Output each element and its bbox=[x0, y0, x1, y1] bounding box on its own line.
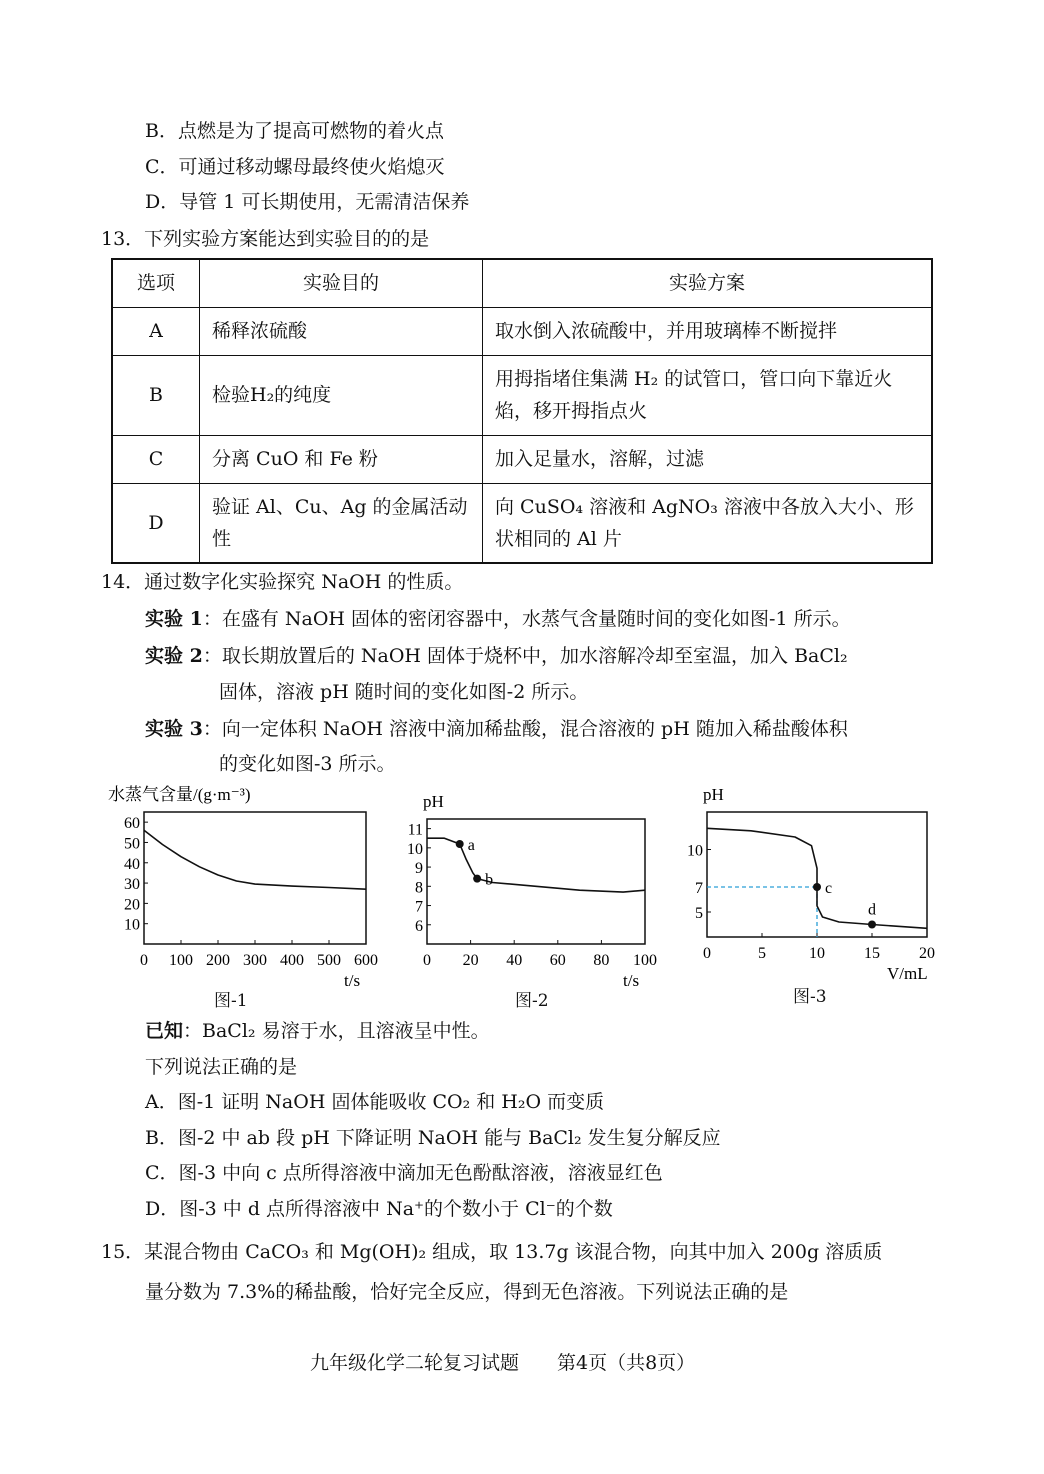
q14-option-c: C．图-3 中向 c 点所得溶液中滴加无色酚酞溶液，溶液显红色 bbox=[145, 1162, 663, 1184]
x-tick-label: 10 bbox=[809, 945, 825, 962]
y-tick-label: 20 bbox=[124, 896, 140, 914]
y-tick-label: 5 bbox=[695, 905, 703, 922]
row-goal: 分离 CuO 和 Fe 粉 bbox=[200, 435, 483, 483]
chart-fig1 bbox=[100, 782, 390, 992]
x-tick-label: 400 bbox=[280, 952, 304, 969]
row-plan: 加入足量水，溶解，过滤 bbox=[483, 435, 933, 483]
x-axis-label: t/s bbox=[344, 971, 361, 990]
exp3-text: ：向一定体积 NaOH 溶液中滴加稀盐酸，混合溶液的 pH 随加入稀盐酸体积 bbox=[202, 718, 848, 740]
y-tick-label: 7 bbox=[695, 880, 703, 897]
exp3-label: 实验 3 bbox=[145, 718, 203, 740]
page-footer: 九年级化学二轮复习试题 第4页（共8页） bbox=[310, 1352, 696, 1374]
point-label: b bbox=[485, 871, 494, 889]
known-text: ：BaCl₂ 易溶于水，且溶液呈中性。 bbox=[183, 1020, 490, 1042]
series-line bbox=[707, 828, 927, 928]
table-row bbox=[112, 307, 932, 355]
q14-ask: 下列说法正确的是 bbox=[145, 1056, 298, 1078]
y-tick-label: 10 bbox=[407, 840, 423, 858]
point-label: c bbox=[825, 880, 833, 897]
y-tick-label: 40 bbox=[124, 855, 140, 873]
table-row bbox=[112, 483, 932, 563]
q15-line1: 15．某混合物由 CaCO₃ 和 Mg(OH)₂ 组成，取 13.7g 该混合物，向其中加入 200g 溶质质 bbox=[101, 1241, 883, 1263]
row-goal: 稀释浓硫酸 bbox=[200, 307, 483, 355]
row-option: C bbox=[112, 435, 200, 483]
row-plan: 用拇指堵住集满 H₂ 的试管口，管口向下靠近火焰，移开拇指点火 bbox=[483, 355, 933, 435]
known-label: 已知 bbox=[145, 1020, 184, 1042]
x-tick-label: 20 bbox=[462, 952, 479, 969]
fig1-caption: 图-1 bbox=[214, 991, 248, 1011]
q15-line2: 量分数为 7.3%的稀盐酸，恰好完全反应，得到无色溶液。下列说法正确的是 bbox=[145, 1281, 789, 1303]
y-axis-label: pH bbox=[423, 792, 444, 811]
x-tick-label: 300 bbox=[243, 952, 267, 969]
row-option: D bbox=[112, 483, 200, 563]
row-option: A bbox=[112, 307, 200, 355]
y-tick-label: 6 bbox=[415, 917, 423, 935]
data-point bbox=[813, 883, 821, 891]
header-plan: 实验方案 bbox=[483, 259, 933, 307]
chart-fig3 bbox=[680, 782, 950, 992]
y-tick-label: 30 bbox=[124, 876, 140, 894]
x-tick-label: 0 bbox=[703, 945, 711, 962]
fig2-caption: 图-2 bbox=[515, 991, 549, 1011]
x-axis-label: V/mL bbox=[887, 964, 928, 983]
series-line bbox=[144, 830, 366, 889]
row-goal: 验证 Al、Cu、Ag 的金属活动性 bbox=[200, 483, 483, 563]
header-option: 选项 bbox=[112, 259, 200, 307]
y-axis-label: 水蒸气含量/(g·m⁻³) bbox=[108, 785, 251, 804]
point-label: d bbox=[868, 901, 876, 919]
table-row bbox=[112, 355, 932, 435]
exp2-text-cont: 固体，溶液 pH 随时间的变化如图-2 所示。 bbox=[219, 681, 589, 703]
q12-option-c: C．可通过移动螺母最终使火焰熄灭 bbox=[145, 156, 445, 178]
x-tick-label: 20 bbox=[919, 945, 935, 962]
fig3-caption: 图-3 bbox=[793, 987, 827, 1007]
q12-option-d: D．导管 1 可长期使用，无需清洁保养 bbox=[145, 191, 470, 213]
header-goal: 实验目的 bbox=[200, 259, 483, 307]
row-option: B bbox=[112, 355, 200, 435]
x-tick-label: 200 bbox=[206, 952, 230, 969]
q14-stem: 14．通过数字化实验探究 NaOH 的性质。 bbox=[101, 571, 464, 593]
exp3-text-cont: 的变化如图-3 所示。 bbox=[219, 753, 396, 775]
q12-option-b: B．点燃是为了提高可燃物的着火点 bbox=[145, 120, 444, 142]
q13-stem: 13．下列实验方案能达到实验目的的是 bbox=[101, 228, 430, 250]
exp1-label: 实验 1 bbox=[145, 608, 203, 630]
x-tick-label: 60 bbox=[549, 952, 566, 969]
y-tick-label: 9 bbox=[415, 860, 423, 878]
y-axis-label: pH bbox=[703, 785, 724, 804]
y-tick-label: 8 bbox=[415, 879, 423, 897]
chart-fig2 bbox=[405, 782, 670, 992]
x-tick-label: 80 bbox=[593, 952, 610, 969]
q14-option-d: D．图-3 中 d 点所得溶液中 Na⁺的个数小于 Cl⁻的个数 bbox=[145, 1198, 613, 1220]
y-tick-label: 10 bbox=[687, 842, 703, 860]
exp2-label: 实验 2 bbox=[145, 645, 203, 667]
x-axis-label: t/s bbox=[623, 971, 640, 990]
x-tick-label: 100 bbox=[169, 952, 193, 969]
table-header-row bbox=[112, 259, 932, 307]
x-tick-label: 5 bbox=[758, 945, 766, 962]
x-tick-label: 0 bbox=[423, 952, 431, 969]
y-tick-label: 7 bbox=[415, 898, 423, 916]
data-point bbox=[868, 921, 876, 929]
x-tick-label: 600 bbox=[354, 952, 378, 969]
y-tick-label: 60 bbox=[124, 815, 140, 833]
exp2-text: ：取长期放置后的 NaOH 固体于烧杯中，加水溶解冷却至室温，加入 BaCl₂ bbox=[202, 645, 848, 667]
row-plan: 取水倒入浓硫酸中，并用玻璃棒不断搅拌 bbox=[483, 307, 933, 355]
data-point bbox=[456, 840, 464, 848]
x-tick-label: 100 bbox=[633, 952, 657, 969]
row-goal: 检验H₂的纯度 bbox=[200, 355, 483, 435]
q14-known bbox=[145, 1018, 490, 1044]
plot-frame bbox=[427, 819, 645, 944]
x-tick-label: 40 bbox=[506, 952, 523, 969]
y-tick-label: 10 bbox=[124, 916, 140, 934]
q13-table bbox=[111, 258, 933, 564]
x-tick-label: 0 bbox=[140, 952, 148, 969]
exp1-text: ：在盛有 NaOH 固体的密闭容器中，水蒸气含量随时间的变化如图-1 所示。 bbox=[202, 608, 851, 630]
q14-exp3 bbox=[145, 716, 848, 742]
point-label: a bbox=[467, 837, 475, 854]
y-tick-label: 11 bbox=[407, 821, 423, 839]
plot-frame bbox=[144, 812, 366, 944]
y-tick-label: 50 bbox=[124, 835, 140, 853]
data-point bbox=[473, 875, 481, 883]
q14-option-a: A．图-1 证明 NaOH 固体能吸收 CO₂ 和 H₂O 而变质 bbox=[145, 1091, 605, 1113]
x-tick-label: 500 bbox=[317, 952, 341, 969]
x-tick-label: 15 bbox=[864, 945, 880, 962]
q14-exp2 bbox=[145, 643, 848, 669]
q14-option-b: B．图-2 中 ab 段 pH 下降证明 NaOH 能与 BaCl₂ 发生复分解反应 bbox=[145, 1127, 721, 1149]
table-row bbox=[112, 435, 932, 483]
q14-exp1 bbox=[145, 606, 851, 632]
row-plan: 向 CuSO₄ 溶液和 AgNO₃ 溶液中各放入大小、形状相同的 Al 片 bbox=[483, 483, 933, 563]
